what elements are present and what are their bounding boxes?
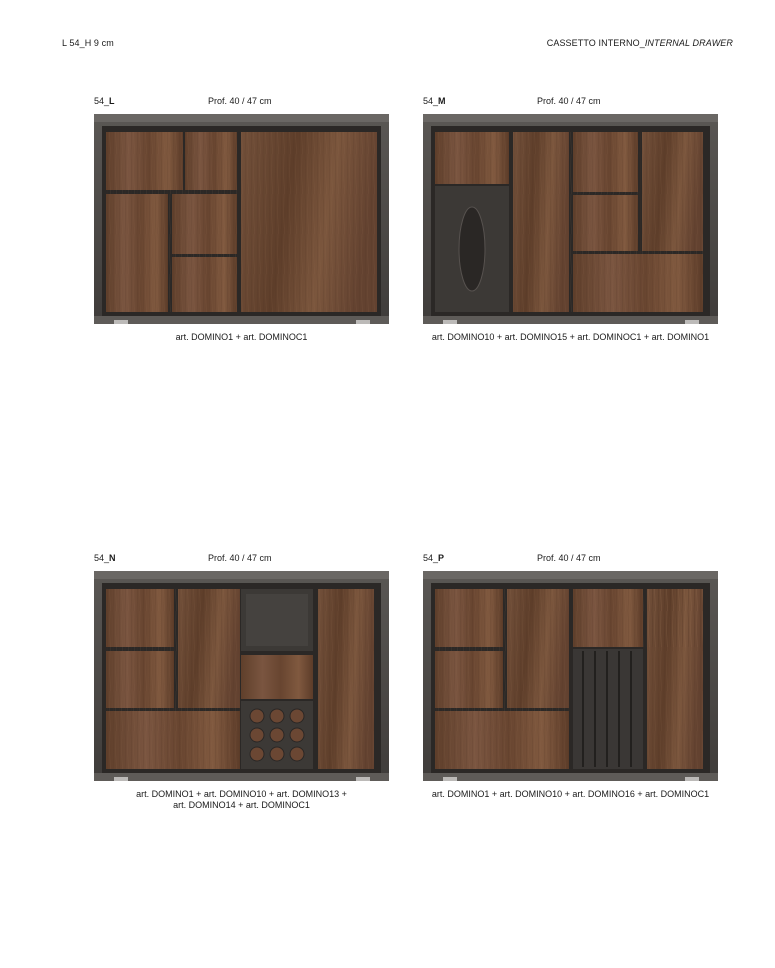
drawer-code-l <box>94 96 115 106</box>
caption-line-1: art. DOMINO1 + art. DOMINO10 + art. DOMINO13 + <box>136 789 347 799</box>
page-section-title <box>547 38 733 48</box>
section-title-main: CASSETTO INTERNO_ <box>546 38 645 48</box>
code-letter: M <box>438 96 446 106</box>
page-dimension-label: L 54_H 9 cm <box>62 38 114 48</box>
drawer-code-p <box>423 553 444 563</box>
code-prefix: 54_ <box>423 553 439 563</box>
drawer-code-m <box>423 96 446 106</box>
drawer-caption-p: art. DOMINO1 + art. DOMINO10 + art. DOMINO16 + art. DOMINOC1 <box>431 789 710 799</box>
drawer-depth-n: Prof. 40 / 47 cm <box>208 553 272 563</box>
drawer-image-m <box>423 114 718 324</box>
code-prefix: 54_ <box>94 96 110 106</box>
section-title-english: INTERNAL DRAWER <box>644 38 733 48</box>
code-letter: P <box>438 553 445 563</box>
drawer-depth-l: Prof. 40 / 47 cm <box>208 96 272 106</box>
code-letter: L <box>109 96 115 106</box>
code-prefix: 54_ <box>94 553 110 563</box>
drawer-caption-n <box>94 789 389 811</box>
caption-line-2: art. DOMINO14 + art. DOMINOC1 <box>173 800 310 810</box>
drawer-depth-p: Prof. 40 / 47 cm <box>537 553 601 563</box>
code-letter: N <box>109 553 116 563</box>
drawer-image-p <box>423 571 718 781</box>
drawer-image-l <box>94 114 389 324</box>
code-prefix: 54_ <box>423 96 439 106</box>
drawer-depth-m: Prof. 40 / 47 cm <box>537 96 601 106</box>
drawer-image-n <box>94 571 389 781</box>
drawer-caption-m: art. DOMINO10 + art. DOMINO15 + art. DOMINOC1 + art. DOMINO1 <box>431 332 710 342</box>
drawer-code-n <box>94 553 116 563</box>
drawer-caption-l: art. DOMINO1 + art. DOMINOC1 <box>175 332 308 342</box>
